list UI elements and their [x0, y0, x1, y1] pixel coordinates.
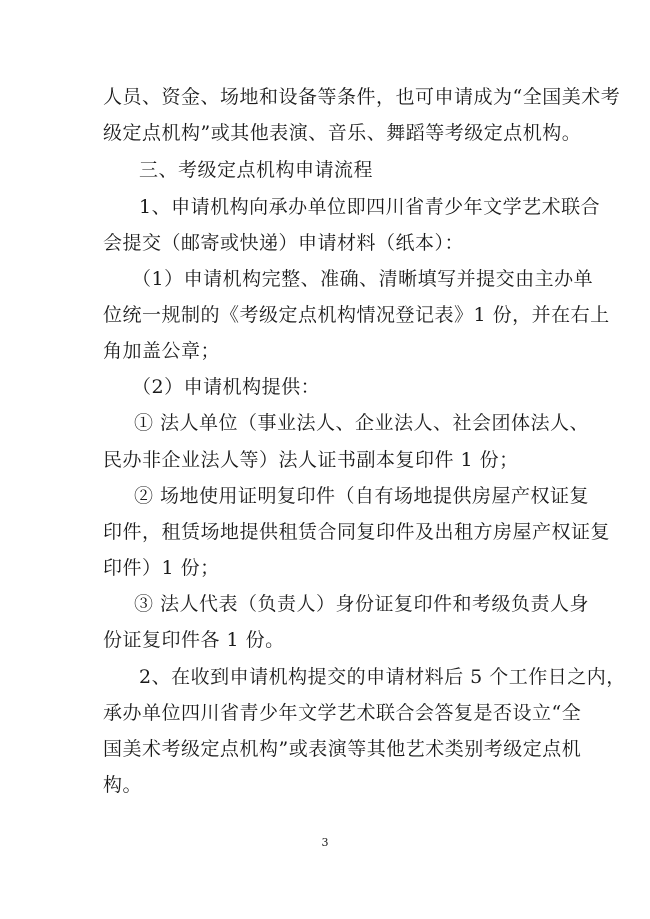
section-heading: 三、考级定点机构申请流程 [139, 159, 374, 181]
text-line: （2）申请机构提供： [132, 376, 321, 398]
page-number: 3 [321, 836, 329, 849]
text-line: ③ 法人代表（负责人）身份证复印件和考级负责人身 [134, 593, 590, 615]
text-line: 会提交（邮寄或快递）申请材料（纸本）： [103, 232, 465, 254]
text-line: 级定点机构”或其他表演、音乐、舞蹈等考级定点机构。 [103, 122, 582, 144]
text-line: ② 场地使用证明复印件（自有场地提供房屋产权证复 [134, 485, 590, 507]
text-line: 2、在收到申请机构提交的申请材料后 5 个工作日之内， [139, 666, 626, 688]
text-line: 人员、资金、场地和设备等条件，也可申请成为“全国美术考 [103, 86, 621, 108]
text-line: 印件，租赁场地提供租赁合同复印件及出租方房屋产权证复 [103, 521, 611, 543]
text-line: 1、申请机构向承办单位即四川省青少年文学艺术联合 [139, 196, 601, 218]
text-line: （1）申请机构完整、准确、清晰填写并提交由主办单 [132, 268, 594, 290]
text-line: 位统一规制的《考级定点机构情况登记表》1 份，并在右上 [103, 304, 610, 326]
text-line: ① 法人单位（事业法人、企业法人、社会团体法人、 [134, 412, 590, 434]
text-line: 构。 [103, 774, 143, 796]
text-line: 民办非企业法人等）法人证书副本复印件 1 份； [103, 449, 519, 471]
text-line: 国美术考级定点机构”或表演等其他艺术类别考级定点机 [103, 738, 582, 760]
text-line: 份证复印件各 1 份。 [103, 629, 285, 651]
text-line: 承办单位四川省青少年文学艺术联合会答复是否设立“全 [103, 702, 582, 724]
text-line: 角加盖公章； [103, 340, 221, 362]
text-line: 印件）1 份； [103, 557, 220, 579]
